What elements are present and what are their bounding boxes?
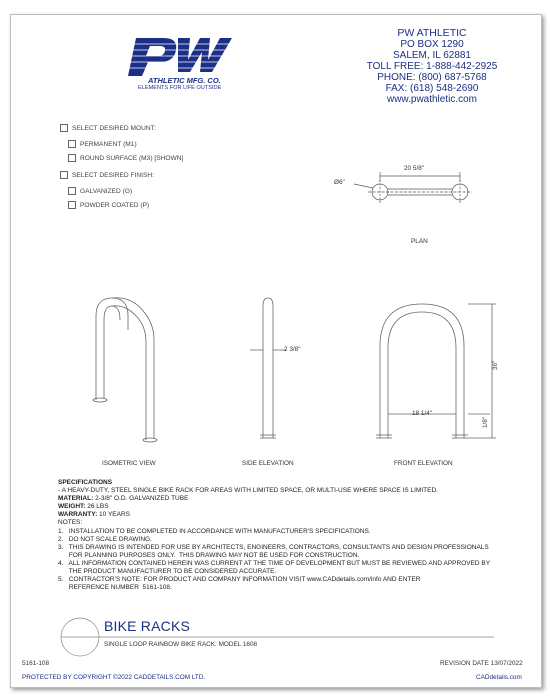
note-line: 4. ALL INFORMATION CONTAINED HEREIN WAS CURRENT AT THE TIME OF DEVELOPMENT BUT MUST BE REVIEWED AND APPROVED BY bbox=[58, 559, 491, 567]
plan-view-label: PLAN bbox=[411, 238, 428, 245]
finish-option-powder-coated[interactable] bbox=[68, 201, 149, 209]
base-dimension: 1/8" bbox=[482, 416, 489, 428]
note-line: 3. THIS DRAWING IS INTENDED FOR USE BY ARCHITECTS, ENGINEERS, CONTRACTORS, CONSULTANTS AND DESIGN PROFESSIONALS bbox=[58, 543, 489, 551]
side-elevation-label: SIDE ELEVATION bbox=[242, 460, 294, 467]
plan-width-dimension: 20 5/8" bbox=[404, 165, 425, 172]
specifications-block bbox=[58, 479, 490, 592]
company-city: SALEM, IL 62881 bbox=[392, 50, 471, 61]
round-surface-checkbox[interactable] bbox=[68, 154, 76, 162]
logo-tagline-1: ATHLETIC MFG. CO. bbox=[148, 76, 221, 85]
finish-checkbox[interactable] bbox=[60, 171, 68, 179]
mount-heading: SELECT DESIRED MOUNT: bbox=[72, 124, 156, 132]
side-elevation-drawing bbox=[240, 292, 300, 440]
company-name: PW ATHLETIC bbox=[397, 27, 467, 39]
note-line: REFERENCE NUMBER 5161-108. bbox=[58, 584, 172, 592]
permanent-label: PERMANENT (M1) bbox=[80, 140, 137, 148]
height-dimension: 36" bbox=[492, 360, 499, 370]
round-surface-label: ROUND SURFACE (M3) [SHOWN] bbox=[80, 154, 184, 162]
permanent-checkbox[interactable] bbox=[68, 140, 76, 148]
isometric-view-drawing bbox=[82, 290, 182, 450]
company-tollfree: TOLL FREE: 1-888-442-2925 bbox=[366, 61, 498, 72]
note-line: 1. INSTALLATION TO BE COMPLETED IN ACCORDANCE WITH MANUFACTURER'S SPECIFICATIONS. bbox=[58, 527, 371, 535]
finish-heading: SELECT DESIRED FINISH: bbox=[72, 171, 154, 179]
mount-checkbox[interactable] bbox=[60, 124, 68, 132]
mount-option-round-surface[interactable] bbox=[68, 154, 183, 162]
note-line: 5. CONTRACTOR'S NOTE: FOR PRODUCT AND COMPANY INFORMATION VISIT www.CADdetails.com/info AND ENTER bbox=[58, 576, 421, 584]
powder-coated-label: POWDER COATED (P) bbox=[80, 201, 150, 209]
company-info bbox=[362, 28, 502, 105]
galvanized-label: GALVANIZED (G) bbox=[80, 187, 133, 195]
caddetails-link[interactable]: CADdetails.com bbox=[476, 674, 522, 681]
note-line: 2. DO NOT SCALE DRAWING. bbox=[58, 535, 152, 543]
company-phone: PHONE: (800) 687-5768 bbox=[377, 72, 487, 83]
powder-coated-checkbox[interactable] bbox=[68, 201, 76, 209]
reference-number: 5161-108 bbox=[22, 660, 50, 667]
front-elevation-label: FRONT ELEVATION bbox=[394, 460, 453, 467]
company-pobox: PO BOX 1290 bbox=[400, 39, 464, 50]
tube-diameter-dimension: 2 3/8" bbox=[284, 346, 301, 353]
title-block-subtitle: SINGLE LOOP RAINBOW BIKE RACK: MODEL 1608 bbox=[104, 641, 258, 648]
company-website[interactable]: www.pwathletic.com bbox=[386, 94, 478, 105]
title-block-title: BIKE RACKS bbox=[104, 618, 191, 634]
galvanized-checkbox[interactable] bbox=[68, 187, 76, 195]
finish-heading-option[interactable] bbox=[60, 171, 154, 179]
logo-tagline-2: ELEMENTS FOR LIFE OUTSIDE bbox=[138, 85, 222, 91]
mount-option-permanent[interactable] bbox=[68, 140, 137, 148]
specs-weight: WEIGHT: 26 LBS bbox=[58, 503, 109, 511]
specs-material: MATERIAL: 2-3/8" O.D. GALVANIZED TUBE bbox=[58, 495, 189, 503]
revision-date: REVISION DATE 13/07/2022 bbox=[440, 660, 523, 667]
specs-warranty: WARRANTY: 10 YEARS bbox=[58, 511, 131, 519]
company-fax: FAX: (618) 548-2690 bbox=[385, 83, 479, 94]
isometric-view-label: ISOMETRIC VIEW bbox=[102, 460, 156, 467]
mount-heading-option[interactable] bbox=[60, 124, 156, 132]
note-line: THE PRODUCT MANUFACTURER TO BE CONSIDERED ACCURATE. bbox=[58, 568, 277, 576]
finish-option-galvanized[interactable] bbox=[68, 187, 132, 195]
notes-heading: NOTES: bbox=[58, 519, 83, 527]
specs-heading: SPECIFICATIONS bbox=[58, 479, 113, 486]
plan-diameter-dimension: Ø6" bbox=[334, 179, 345, 186]
note-line: FOR PLANNING PURPOSES ONLY. THIS DRAWING MAY NOT BE USED FOR CONSTRUCTION. bbox=[58, 551, 360, 559]
specs-description: - A HEAVY-DUTY, STEEL SINGLE BIKE RACK FOR AREAS WITH LIMITED SPACE, OR MULTI-USE WHERE SPACE IS LIMITED. bbox=[58, 487, 438, 495]
inner-width-dimension: 18 1/4" bbox=[412, 410, 433, 417]
copyright-notice: PROTECTED BY COPYRIGHT ©2022 CADDETAILS.COM LTD. bbox=[22, 674, 206, 681]
